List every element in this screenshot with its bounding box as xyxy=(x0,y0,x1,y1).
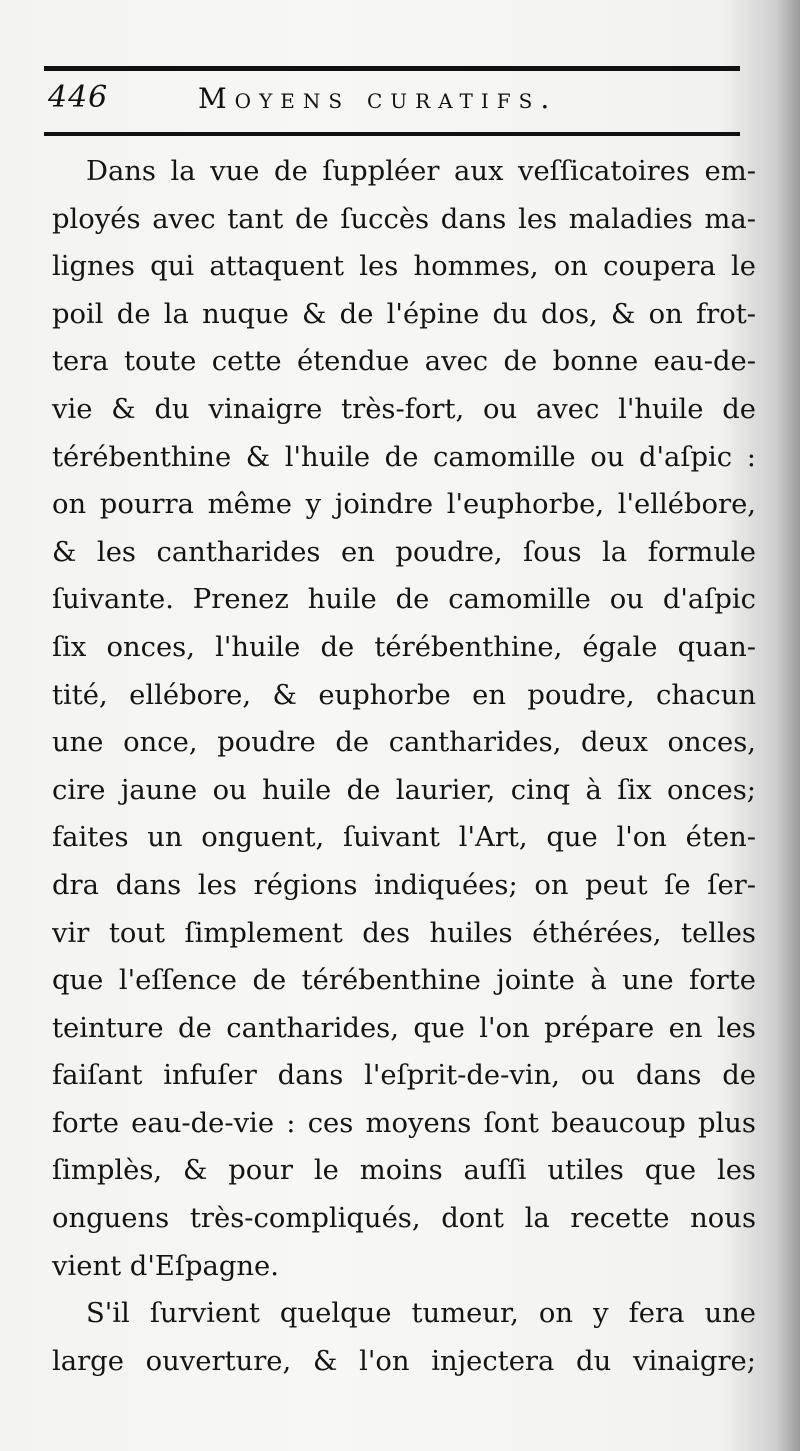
text-line: ſix onces, l'huile de térébenthine, égale quan- xyxy=(52,631,756,663)
text-line: vir tout ſimplement des huiles éthérées, telles xyxy=(52,917,756,949)
text-line: faiſant infuſer dans l'eſprit-de-vin, ou dans de xyxy=(52,1060,756,1092)
text-line: forte eau-de-vie : ces moyens ſont beaucoup plus xyxy=(52,1107,756,1139)
running-title: Moyens curatifs. xyxy=(198,82,558,115)
text-line: onguens très-compliqués, dont la recette nous xyxy=(52,1203,756,1235)
text-line: on pourra même y joindre l'euphorbe, l'ellébore, xyxy=(52,489,756,521)
text-line: vie & du vinaigre très-fort, ou avec l'huile de xyxy=(52,393,756,425)
text-line: Dans la vue de ſuppléer aux veſſicatoires em- xyxy=(86,156,756,187)
text-line: S'il ſurvient quelque tumeur, on y fera une xyxy=(86,1298,756,1330)
page-number: 446 xyxy=(48,80,109,115)
text-line: dra dans les régions indiquées; on peut ſe ſer- xyxy=(52,869,756,901)
text-line: large ouverture, & l'on injectera du vinaigre; xyxy=(52,1345,756,1377)
text-line: tera toute cette étendue avec de bonne eau-de- xyxy=(52,346,756,378)
text-line: térébenthine & l'huile de camomille ou d'aſpic : xyxy=(52,441,756,473)
text-line: lignes qui attaquent les hommes, on coupera le xyxy=(52,251,756,283)
text-line: vient d'Eſpagne. xyxy=(52,1250,279,1282)
text-line: faites un onguent, ſuivant l'Art, que l'on éten- xyxy=(52,822,756,854)
text-line: tité, ellébore, & euphorbe en poudre, chacun xyxy=(52,679,756,711)
text-line: cire jaune ou huile de laurier, cinq à ſix onces; xyxy=(52,774,756,806)
text-line: une once, poudre de cantharides, deux onces, xyxy=(52,727,756,759)
text-line: ſimplès, & pour le moins auſſi utiles que les xyxy=(52,1155,756,1187)
running-header xyxy=(44,78,740,122)
text-line: & les cantharides en poudre, ſous la formule xyxy=(52,536,756,568)
text-line: teinture de cantharides, que l'on prépare en les xyxy=(52,1012,756,1044)
header-rule-top xyxy=(44,66,740,71)
text-line: ſuivante. Prenez huile de camomille ou d'aſpic xyxy=(52,584,756,616)
text-line: ployés avec tant de ſuccès dans les maladies ma- xyxy=(52,203,756,235)
header-rule-bottom xyxy=(44,132,740,136)
text-line: que l'eſſence de térébenthine jointe à une forte xyxy=(52,965,756,997)
body-text xyxy=(52,148,756,1385)
text-line: poil de la nuque & de l'épine du dos, & on frot- xyxy=(52,298,756,330)
